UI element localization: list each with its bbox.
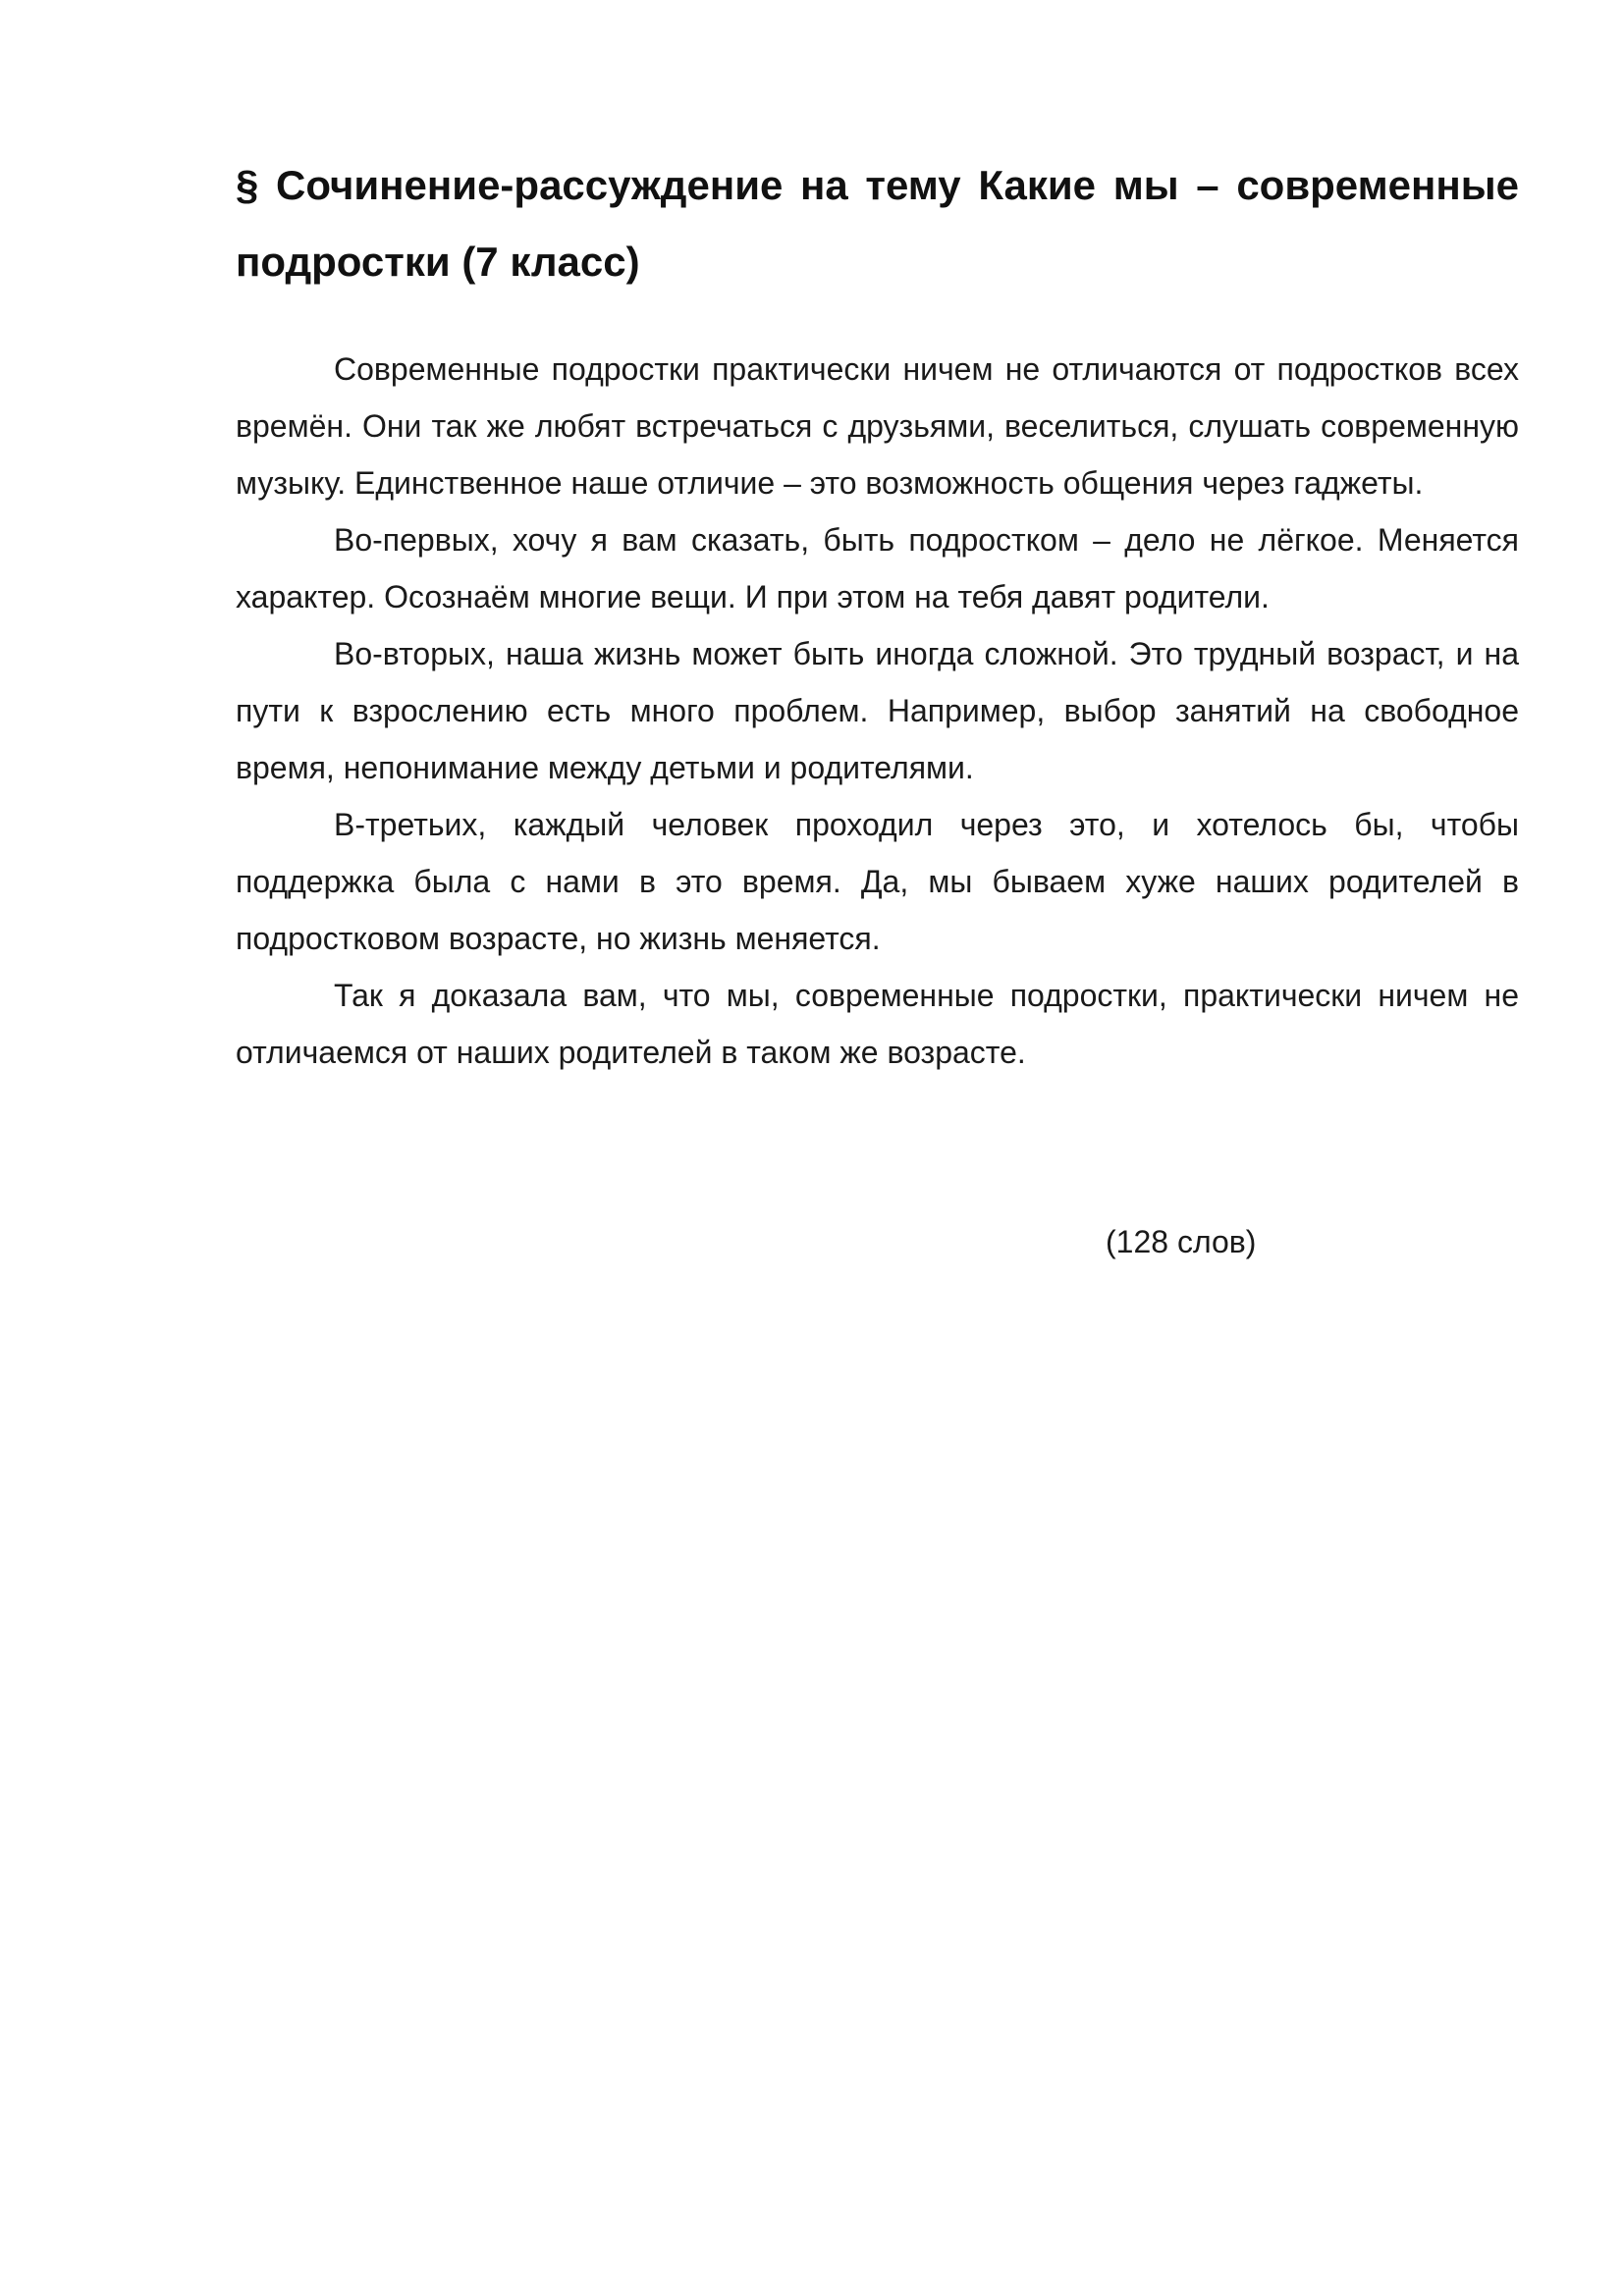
document-content [236,147,1519,1081]
essay-paragraph-2: Во-первых, хочу я вам сказать, быть подростком – дело не лёгкое. Меняется характер. Осознаём многие вещи. И при этом на тебя давят родители. [236,522,1519,614]
essay-paragraph-4: В-третьих, каждый человек проходил через это, и хотелось бы, чтобы поддержка была с нами в это время. Да, мы бываем хуже наших родителей в подростковом возрасте, но жизнь меняется. [236,807,1519,956]
essay-paragraph-5: Так я доказала вам, что мы, современные подростки, практически ничем не отличаемся от наших родителей в таком же возрасте. [236,978,1519,1070]
essay-title: § Сочинение-рассуждение на тему Какие мы – современные подростки (7 класс) [236,162,1519,285]
word-count: (128 слов) [1106,1224,1257,1259]
essay-body [236,341,1519,1081]
essay-paragraph-3: Во-вторых, наша жизнь может быть иногда сложной. Это трудный возраст, и на пути к взрослению есть много проблем. Например, выбор занятий на свободное время, непонимание между детьми и родителями. [236,636,1519,785]
essay-paragraph-1: Современные подростки практически ничем не отличаются от подростков всех времён. Они так же любят встречаться с друзьями, веселиться, слушать современную музыку. Единственное наше отличие – это возможность общения через гаджеты. [236,351,1519,501]
